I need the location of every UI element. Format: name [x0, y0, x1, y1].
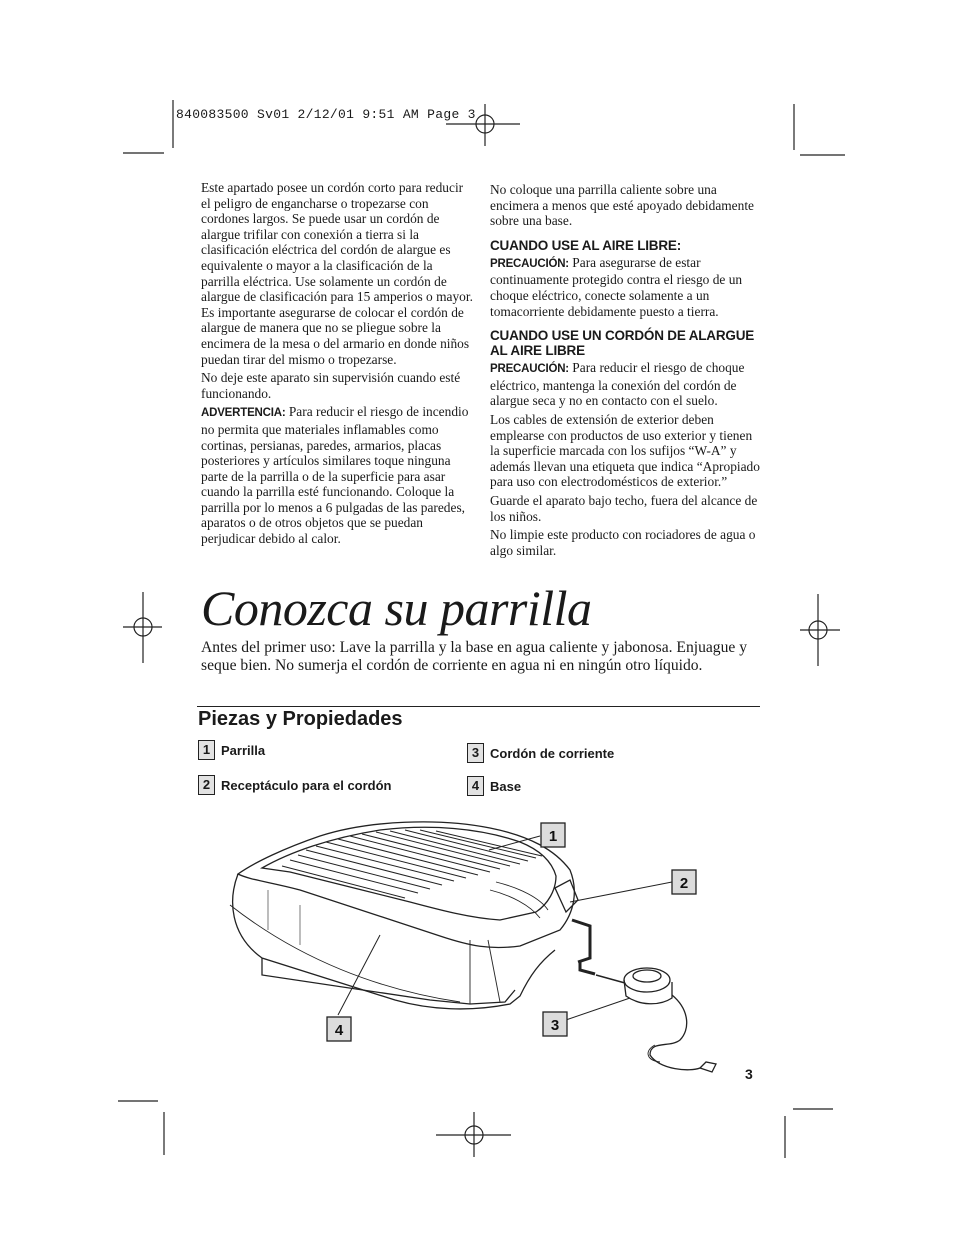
- grill-illustration: [230, 822, 716, 1072]
- print-slug: 840083500 Sv01 2/12/01 9:51 AM Page 3: [176, 107, 476, 122]
- part-number-box: 2: [198, 775, 215, 795]
- caution-text-1: Para asegurarse de estar continuamente protegido contra el riesgo de un choque eléctrico, conecte solamente a un tomacorriente debidamente puesto a tierra.: [490, 254, 743, 319]
- outdoor-heading: CUANDO USE AL AIRE LIBRE:: [490, 237, 682, 253]
- part-label: Parrilla: [221, 742, 266, 758]
- right-paragraph-6: No limpie este producto con rociadores de agua o algo similar.: [490, 527, 756, 558]
- part-item-4: [467, 776, 521, 796]
- intro-paragraph: Antes del primer uso: Lave la parrilla y la base en agua caliente y jabonosa. Enjuague y seque bien. No sumerja el cordón de corriente en agua ni en ningún otro líquido.: [201, 639, 748, 674]
- page-number: 3: [745, 1066, 753, 1082]
- callout-label-4: 4: [334, 1022, 344, 1039]
- part-item-1: [198, 740, 265, 760]
- right-column: [490, 182, 765, 561]
- page-title: Conozca su parrilla: [201, 580, 592, 636]
- part-number-box: 3: [467, 743, 484, 763]
- callout-boxes: [327, 823, 696, 1041]
- part-label: Cordón de corriente: [490, 745, 615, 761]
- callout-label-2: 2: [679, 875, 689, 892]
- callout-label-3: 3: [550, 1017, 560, 1034]
- part-label: Receptáculo para el cordón: [221, 777, 392, 793]
- right-paragraph-5: Guarde el aparato bajo techo, fuera del alcance de los niños.: [490, 492, 758, 524]
- left-paragraph-2: No deje este aparato sin supervisión cuando esté funcionando.: [201, 370, 461, 401]
- caution-label-1: PRECAUCIÓN:: [490, 257, 569, 270]
- left-paragraph-3: [201, 404, 473, 546]
- part-label: Base: [490, 778, 522, 794]
- left-paragraph-1: Este apartado posee un cordón corto para reducir el peligro de engancharse o tropezarse con cordones largos. Se puede usar un cordón de alargue trifilar con conexión a tierra si la clasificación eléctrica del cordón de alargue es equivalente o mayor a la clasificación de la parrilla eléctrica. Use solamente un cordón de alargue de clasificación para 15 amperios o mayor. Es importante asegurarse de colocar el cordón de alargue de manera que no se pliegue sobre la encimera de la mesa o del armario en donde niños puedan tirar del mismo o tropezarse.: [201, 180, 473, 367]
- part-item-3: [467, 743, 614, 763]
- grill-bars: [282, 830, 542, 898]
- warning-text: Para reducir el riesgo de incendio no permita que materiales inflamables como cortinas, persianas, paredes, armarios, placas posteriores y artículos similares toque ninguna parte de la parrilla o de la superficie para asar cuando la parrilla esté funcionando. Coloque la parrilla por lo menos a 6 pulgadas de las paredes, aparatos o de otros objetos que se puedan perjudicar debido al calor.: [201, 404, 469, 547]
- caution-label-2: PRECAUCIÓN:: [490, 363, 569, 376]
- extension-cord-heading: CUANDO USE UN CORDÓN DE ALARGUE AL AIRE LIBRE: [490, 328, 755, 359]
- right-paragraph-2: [490, 255, 765, 319]
- caution-text-2: Para reducir el riesgo de choque eléctrico, mantenga la conexión del cordón de alargue seca y no en contacto con el suelo.: [490, 360, 745, 409]
- part-number-box: 1: [198, 740, 215, 760]
- section-heading: Piezas y Propiedades: [198, 708, 403, 730]
- part-item-2: [198, 775, 392, 795]
- right-paragraph-4: Los cables de extensión de exterior deben emplearse con productos de uso exterior y tienen la superficie marcada con los sufijos “W-A” y además llevan una etiqueta que indica “Apropiado para uso con electrodomésticos de exterior.”: [490, 411, 760, 490]
- warning-label: ADVERTENCIA:: [201, 407, 286, 420]
- right-paragraph-1: No coloque una parrilla caliente sobre una encimera a menos que esté apoyado debidamente sobre una base.: [490, 182, 754, 229]
- left-column: [201, 180, 473, 550]
- part-number-box: 4: [467, 776, 484, 796]
- section-divider: [197, 706, 760, 707]
- right-paragraph-3: [490, 360, 765, 409]
- callout-label-1: 1: [548, 828, 558, 845]
